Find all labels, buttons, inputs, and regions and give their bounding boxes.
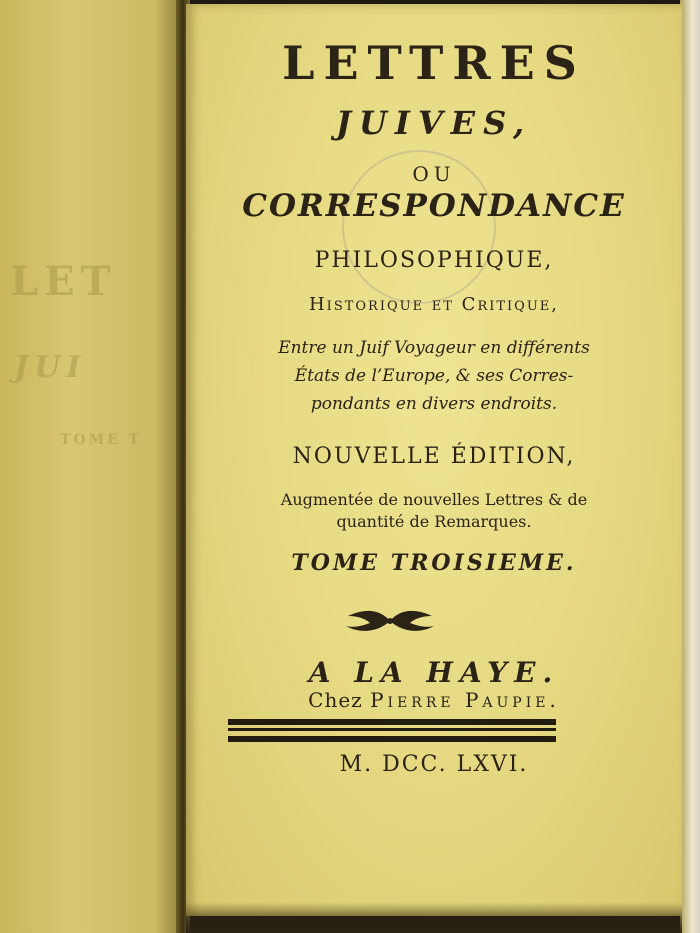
title-line2: JUIVES, — [335, 104, 533, 142]
publisher-name: Pierre Paupie. — [370, 688, 560, 712]
left-page — [0, 0, 182, 933]
ghost-text-line1: LET — [10, 258, 117, 305]
bottom-shadow — [186, 902, 682, 933]
page-edge — [680, 0, 700, 933]
imprint-date: M. DCC. LXVI. — [339, 752, 529, 777]
augmentee-line2: quantité de Remarques. — [336, 512, 532, 531]
title-line1: LETTRES — [282, 36, 586, 90]
printer-ornament-icon — [340, 604, 440, 638]
imprint-place: A LA HAYE. — [308, 656, 560, 689]
imprint-rule-middle — [228, 728, 556, 731]
imprint-rule-bottom — [228, 736, 556, 742]
description-line3: pondants en divers endroits. — [310, 394, 558, 414]
subtitle-historique: Historique et Critique, — [308, 294, 560, 315]
ghost-text-line3: TOME T — [60, 432, 143, 448]
edition-statement: NOUVELLE ÉDITION, — [292, 444, 576, 469]
description-line1: Entre un Juif Voyageur en différents — [278, 338, 590, 358]
conjunction-ou: OU — [412, 162, 456, 186]
publisher-prefix: Chez — [308, 688, 363, 712]
augmentee-line1: Augmentée de nouvelles Lettres & de — [280, 490, 588, 509]
imprint-rule-top — [228, 719, 556, 725]
imprint-publisher — [186, 688, 682, 712]
volume-statement: TOME TROISIEME. — [291, 550, 577, 576]
subtitle-correspondance: CORRESPONDANCE — [242, 188, 626, 224]
subtitle-philosophique: PHILOSOPHIQUE, — [314, 248, 554, 273]
description-line2: États de l’Europe, & ses Corres- — [294, 366, 574, 386]
ghost-text-line2: JUI — [14, 350, 87, 385]
